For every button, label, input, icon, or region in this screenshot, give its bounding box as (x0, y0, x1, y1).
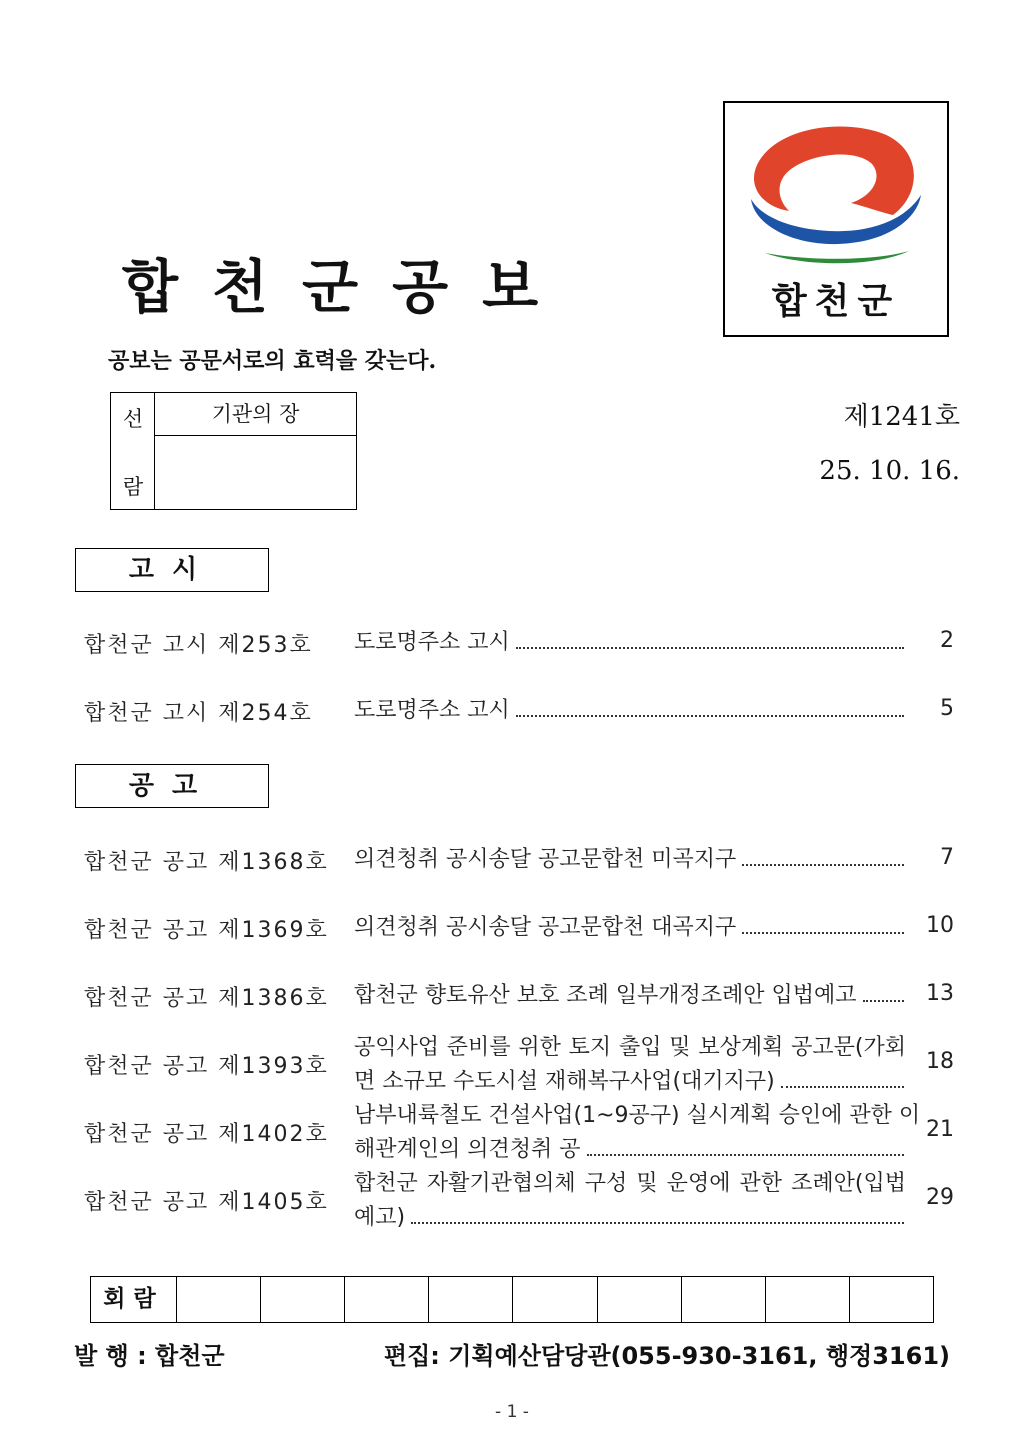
entry-page: 29 (926, 1185, 954, 1210)
entry-prefix: 합천군 공고 제1369호 (84, 918, 329, 943)
review-cell (849, 1277, 933, 1322)
approval-side-bottom: 람 (122, 475, 144, 499)
entry-title-line-2: 면 소규모 수도시설 재해복구사업(대기지구) (354, 1069, 775, 1094)
review-cell (681, 1277, 765, 1322)
entry-page: 5 (940, 696, 954, 721)
logo-emblem-icon (725, 103, 947, 273)
leader-dots (742, 864, 904, 866)
review-cell (428, 1277, 512, 1322)
issue-date: 25. 10. 16. (819, 456, 960, 486)
footer-editor: 편집: 기획예산담당관(055-930-3161, 행정3161) (383, 1342, 950, 1370)
entry-page: 13 (926, 981, 954, 1006)
leader-dots (516, 647, 904, 649)
review-cell (765, 1277, 849, 1322)
entry-title-line-1: 남부내륙철도 건설사업(1~9공구) 실시계획 승인에 관한 이 (354, 1103, 921, 1128)
subtitle: 공보는 공문서로의 효력을 갖는다. (108, 348, 437, 374)
leader-dots (587, 1154, 904, 1156)
section-heading-notice: 고시 (75, 548, 269, 592)
entry-prefix: 합천군 고시 제253호 (84, 633, 313, 658)
leader-dots (742, 932, 904, 934)
review-cell (344, 1277, 428, 1322)
entry-title: 의견청취 공시송달 공고문합천 대곡지구 (354, 915, 737, 940)
review-cell (260, 1277, 344, 1322)
entry-prefix: 합천군 공고 제1386호 (84, 986, 329, 1011)
entry-title-line-2: 예고) (354, 1205, 406, 1230)
approval-header: 기관의 장 (155, 393, 356, 436)
entry-title: 도로명주소 고시 (354, 698, 510, 723)
entry-prefix: 합천군 공고 제1402호 (84, 1122, 329, 1147)
entry-prefix: 합천군 공고 제1405호 (84, 1190, 329, 1215)
entry-prefix: 합천군 공고 제1393호 (84, 1054, 329, 1079)
review-label: 회람 (103, 1286, 164, 1312)
entry-page: 7 (940, 845, 954, 870)
approval-box (110, 392, 357, 510)
logo (723, 101, 949, 337)
entry-prefix: 합천군 공고 제1368호 (84, 850, 329, 875)
section-heading-announcement: 공고 (75, 764, 269, 808)
review-cell (176, 1277, 260, 1322)
entry-title: 도로명주소 고시 (354, 630, 510, 655)
entry-page: 10 (926, 913, 954, 938)
approval-side (111, 393, 155, 509)
entry-title-line-1: 공익사업 준비를 위한 토지 출입 및 보상계획 공고문(가회 (354, 1035, 906, 1060)
entry-title-line-2: 해관계인의 의견청취 공 (354, 1137, 581, 1162)
entry-page: 18 (926, 1049, 954, 1074)
logo-text: 합천군 (771, 281, 901, 322)
approval-side-top: 선 (122, 407, 144, 431)
leader-dots (516, 715, 904, 717)
leader-dots (863, 1000, 904, 1002)
leader-dots (411, 1222, 904, 1224)
review-table (90, 1276, 934, 1323)
review-cell (597, 1277, 681, 1322)
footer-publisher: 발 행 : 합천군 (74, 1342, 225, 1370)
leader-dots (781, 1086, 904, 1088)
entry-page: 2 (940, 628, 954, 653)
review-cell (512, 1277, 596, 1322)
page-title: 합천군공보 (122, 253, 573, 321)
entry-prefix: 합천군 고시 제254호 (84, 701, 313, 726)
entry-title-line-1: 합천군 자활기관협의체 구성 및 운영에 관한 조례안(입법 (354, 1171, 906, 1196)
entry-title: 의견청취 공시송달 공고문합천 미곡지구 (354, 847, 737, 872)
entry-page: 21 (926, 1117, 954, 1142)
page-number: - 1 - (495, 1402, 529, 1422)
entry-title: 합천군 향토유산 보호 조례 일부개정조례안 입법예고 (354, 983, 857, 1008)
issue-number: 제1241호 (843, 402, 960, 432)
